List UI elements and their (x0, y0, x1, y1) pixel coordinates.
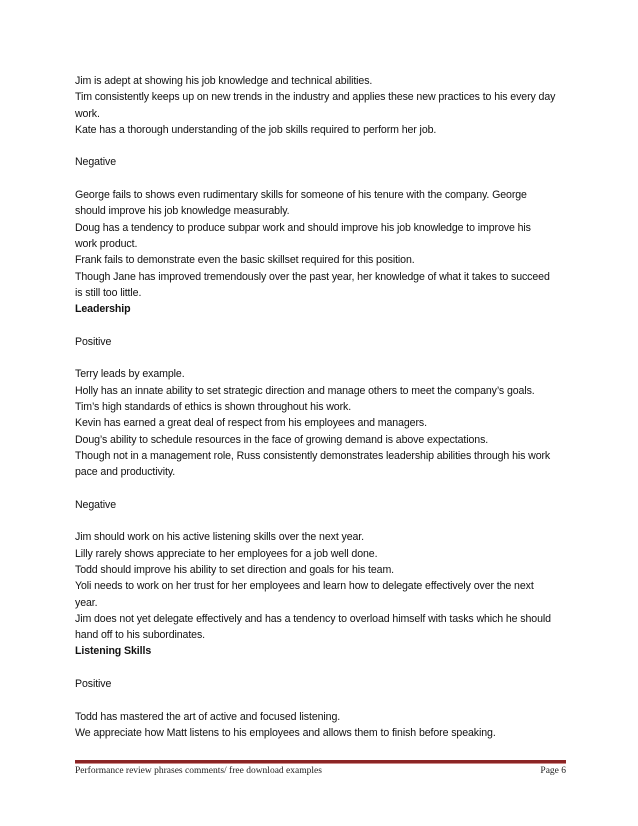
text-line: Positive (75, 677, 112, 690)
section-heading: Leadership (75, 303, 131, 316)
text-line: Todd should improve his ability to set direction and goals for his team. (75, 563, 395, 576)
text-line: Doug has a tendency to produce subpar work and should improve his job knowledge to improve his (75, 221, 531, 234)
text-line: Positive (75, 335, 112, 348)
blank-line (75, 350, 575, 366)
text-line: Though Jane has improved tremendously over the past year, her knowledge of what it takes to succeed (75, 270, 550, 283)
text-line: Todd has mastered the art of active and focused listening. (75, 710, 341, 723)
text-line: Frank fails to demonstrate even the basic skillset required for this position. (75, 254, 415, 267)
blank-line (75, 171, 575, 187)
text-line: Jim should work on his active listening skills over the next year. (75, 531, 364, 544)
text-line: Jim does not yet delegate effectively and has a tendency to overload himself with tasks which he should (75, 612, 551, 625)
text-line: should improve his job knowledge measurably. (75, 205, 290, 218)
text-line: Kate has a thorough understanding of the job skills required to perform her job. (75, 123, 437, 136)
text-line: work product. (75, 237, 138, 250)
text-line: Tim’s high standards of ethics is shown throughout his work. (75, 400, 352, 413)
text-line: pace and productivity. (75, 466, 176, 479)
blank-line (75, 660, 575, 676)
text-line: Kevin has earned a great deal of respect from his employees and managers. (75, 417, 427, 430)
text-line: George fails to shows even rudimentary skills for someone of his tenure with the company. George (75, 189, 527, 202)
text-line: year. (75, 596, 98, 609)
text-line: Though not in a management role, Russ consistently demonstrates leadership abilities through his work (75, 449, 551, 462)
text-line: Yoli needs to work on her trust for her employees and learn how to delegate effectively over the next (75, 580, 534, 593)
blank-line (75, 138, 575, 154)
text-line: Terry leads by example. (75, 368, 185, 381)
text-line: We appreciate how Matt listens to his employees and allows them to finish before speaking. (75, 726, 496, 739)
blank-line (75, 317, 575, 333)
text-line: Jim is adept at showing his job knowledge and technical abilities. (75, 75, 373, 87)
text-line: Doug’s ability to schedule resources in the face of growing demand is above expectations. (75, 433, 489, 446)
text-line: Negative (75, 156, 117, 169)
text-line: Tim consistently keeps up on new trends in the industry and applies these new practices to his every day (75, 91, 556, 104)
text-line: Lilly rarely shows appreciate to her employees for a job well done. (75, 547, 378, 560)
section-heading: Listening Skills (75, 645, 152, 658)
text-line: Holly has an innate ability to set strategic direction and manage others to meet the company’s goals. (75, 384, 535, 397)
page-number: Page 6 (540, 766, 566, 776)
page-body (75, 73, 575, 741)
footer-title: Performance review phrases comments/ free download examples (75, 766, 322, 776)
blank-line (75, 513, 575, 529)
footer-rule (75, 760, 566, 764)
blank-line (75, 480, 575, 496)
blank-line (75, 692, 575, 708)
text-line: is still too little. (75, 286, 142, 299)
text-line: hand off to his subordinates. (75, 629, 206, 642)
text-line: Negative (75, 498, 117, 511)
text-line: work. (75, 107, 100, 120)
